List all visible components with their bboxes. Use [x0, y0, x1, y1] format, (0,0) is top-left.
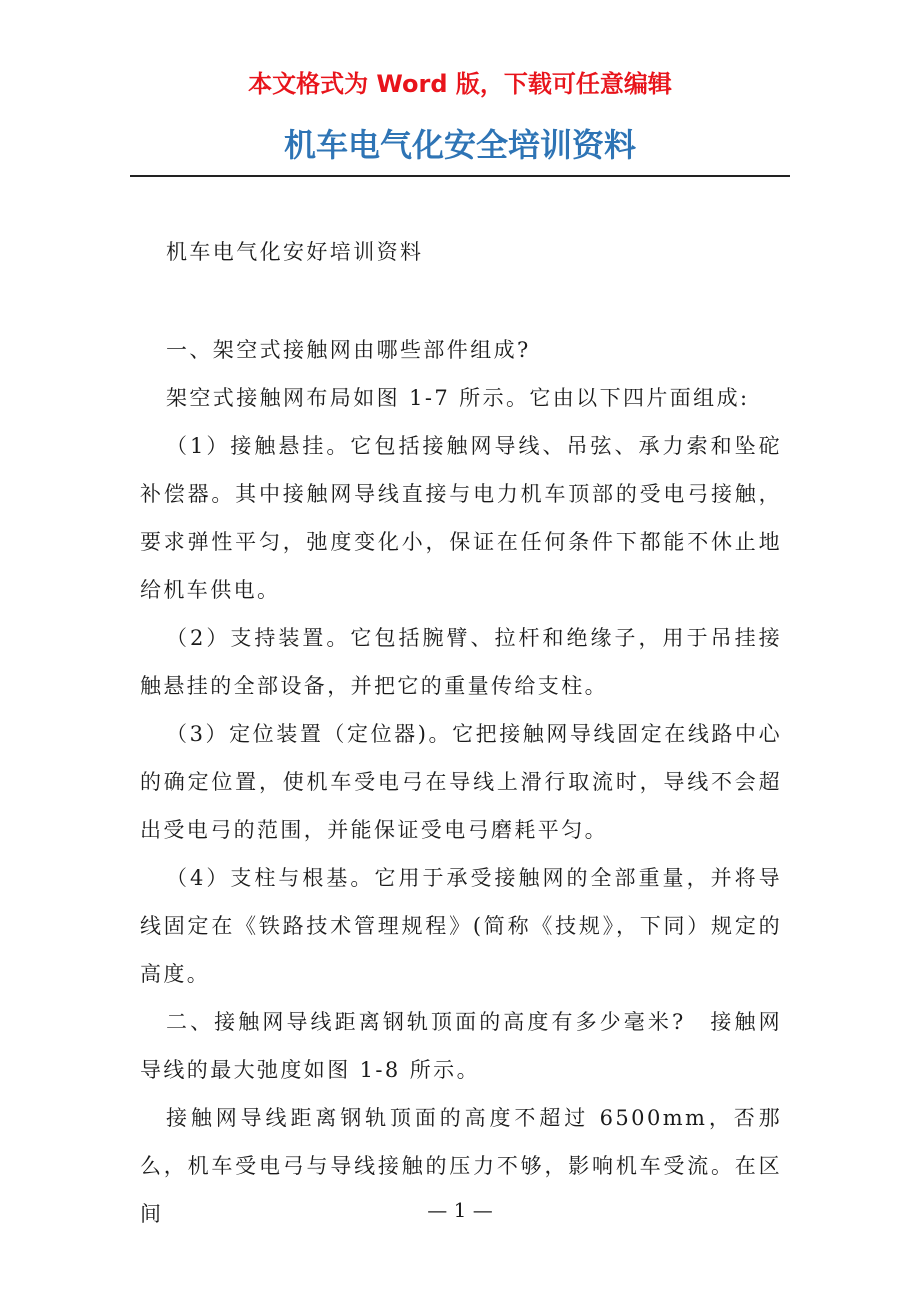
paragraph-item-4: （4）支柱与根基。它用于承受接触网的全部重量，并将导线固定在《铁路技术管理规程》(简称《技规》，下同）规定的高度。	[140, 866, 782, 986]
body-subtitle: 机车电气化安好培训资料	[166, 240, 424, 264]
paragraph: 架空式接触网布局如图 1-7 所示。它由以下四片面组成:	[166, 386, 750, 410]
paragraph-item-1: （1）接触悬挂。它包括接触网导线、吊弦、承力索和坠砣补偿器。其中接触网导线直接与电力机车顶部的受电弓接触，要求弹性平匀，弛度变化小，保证在任何条件下都能不休止地给机车供电。	[140, 434, 782, 602]
title-divider	[130, 175, 790, 177]
download-notice: 本文格式为 Word 版，下载可任意编辑	[248, 70, 672, 98]
paragraph-item-3: （3）定位装置（定位器)。它把接触网导线固定在线路中心的确定位置，使机车受电弓在导线上滑行取流时，导线不会超出受电弓的范围，并能保证受电弓磨耗平匀。	[140, 722, 782, 842]
document-body	[140, 228, 782, 1238]
section-heading-1: 一、架空式接触网由哪些部件组成?	[166, 338, 531, 362]
section-heading-2: 二、接触网导线距离钢轨顶面的高度有多少毫米? 接触网导线的最大弛度如图 1-8 所示。	[140, 1010, 782, 1082]
paragraph: 接触网导线距离钢轨顶面的高度不超过 6500mm，否那么，机车受电弓与导线接触的压力不够，影响机车受流。在区间	[140, 1106, 782, 1226]
paragraph-item-2: （2）支持装置。它包括腕臂、拉杆和绝缘子，用于吊挂接触悬挂的全部设备，并把它的重量传给支柱。	[140, 626, 782, 698]
page-number: — 1 —	[427, 1198, 493, 1222]
document-title: 机车电气化安全培训资料	[283, 126, 636, 164]
